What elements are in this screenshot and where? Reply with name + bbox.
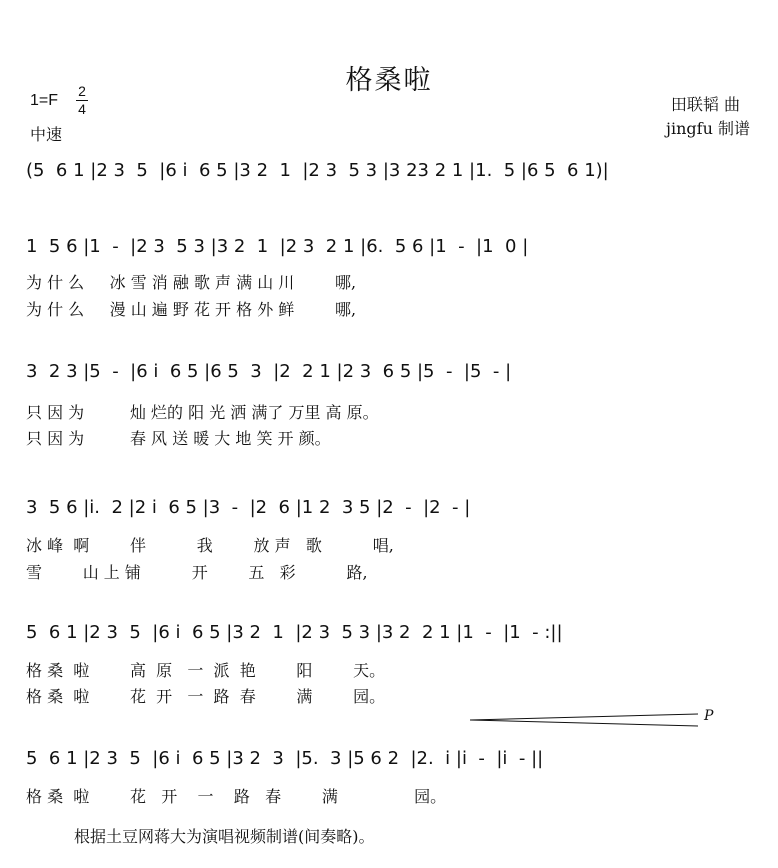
time-signature bbox=[76, 84, 88, 117]
notation-row: 1 5 6 |1 - |2 3 5 3 |3 2 1 |2 3 2 1 |6. 5 6 |1 - |1 0 | bbox=[26, 236, 529, 257]
key-signature: 1=F bbox=[30, 92, 59, 109]
notation-row: 5 6 1 |2 3 5 |6 i 6 5 |3 2 3 |5. 3 |5 6 2 |2. i |i - |i - || bbox=[26, 748, 544, 769]
lyric-verse-2: 只 因 为 春 风 送 暖 大 地 笑 开 颜。 bbox=[26, 429, 331, 448]
tempo-marking: 中速 bbox=[30, 125, 63, 144]
lyric-verse-1: 格 桑 啦 花 开 一 路 春 满 园。 bbox=[26, 787, 447, 806]
song-title: 格桑啦 bbox=[345, 65, 433, 96]
notation-row: 5 6 1 |2 3 5 |6 i 6 5 |3 2 1 |2 3 5 3 |3 2 2 1 |1 - |1 - :|| bbox=[26, 622, 563, 643]
arranger-credit: jingfu 制谱 bbox=[666, 119, 750, 138]
composer-credit: 田联韬 曲 bbox=[670, 95, 740, 114]
lyric-verse-1: 冰 峰 啊 伴 我 放 声 歌 唱, bbox=[26, 536, 394, 555]
lyric-verse-1: 格 桑 啦 高 原 一 派 艳 阳 天。 bbox=[26, 661, 386, 680]
notation-row: 3 2 3 |5 - |6 i 6 5 |6 5 3 |2 2 1 |2 3 6 5 |5 - |5 - | bbox=[26, 361, 512, 382]
lyric-verse-1: 只 因 为 灿 烂的 阳 光 洒 满了 万里 高 原。 bbox=[26, 403, 379, 422]
lyric-verse-1: 为 什 么 冰 雪 消 融 歌 声 满 山 川 哪, bbox=[26, 273, 357, 292]
hairpin-marking bbox=[470, 712, 698, 728]
lyric-verse-2: 雪 山 上 铺 开 五 彩 路, bbox=[26, 563, 368, 582]
footnote: 根据土豆网蒋大为演唱视频制谱(间奏略)。 bbox=[74, 827, 375, 846]
meter-bottom: 4 bbox=[78, 101, 86, 117]
meter-top: 2 bbox=[78, 83, 86, 99]
notation-row: (5 6 1 |2 3 5 |6 i 6 5 |3 2 1 |2 3 5 3 |3 23 2 1 |1. 5 |6 5 6 1)| bbox=[26, 160, 609, 181]
score-system-1 bbox=[0, 160, 778, 220]
dynamic-marking: P bbox=[704, 708, 714, 724]
notation-row: 3 5 6 |i. 2 |2 i 6 5 |3 - |2 6 |1 2 3 5 |2 - |2 - | bbox=[26, 497, 471, 518]
lyric-verse-2: 格 桑 啦 花 开 一 路 春 满 园。 bbox=[26, 687, 386, 706]
lyric-verse-2: 为 什 么 漫 山 遍 野 花 开 格 外 鲜 哪, bbox=[26, 300, 357, 319]
